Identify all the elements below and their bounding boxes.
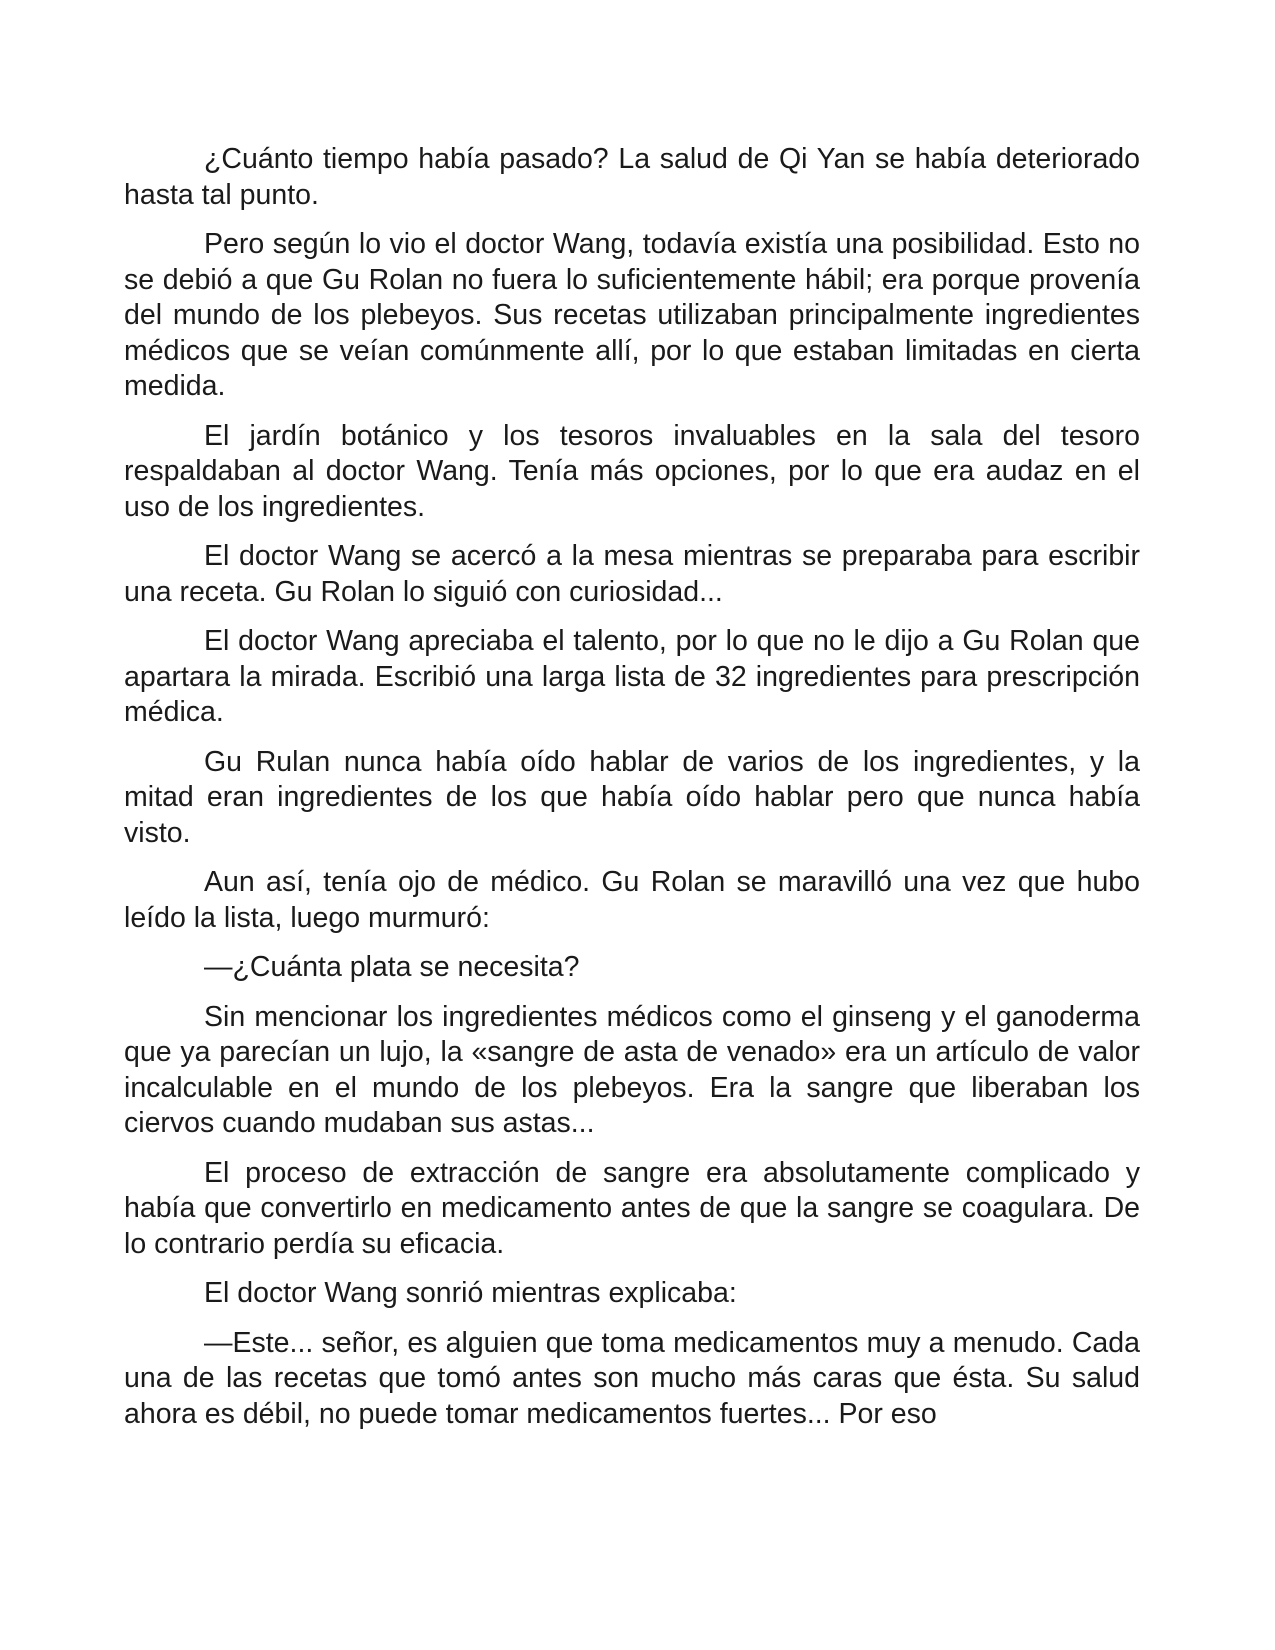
paragraph-6: Gu Rulan nunca había oído hablar de varios de los ingredientes, y la mitad eran ingredientes de los que había oído hablar pero que nunca había visto. xyxy=(124,745,1140,849)
paragraph-8: —¿Cuánta plata se necesita? xyxy=(204,951,580,983)
paragraph-12: —Este... señor, es alguien que toma medicamentos muy a menudo. Cada una de las recetas que tomó antes son mucho más caras que ésta. Su salud ahora es débil, no puede tomar medicamentos fuertes... Por eso xyxy=(124,1326,1140,1430)
paragraph-2: Pero según lo vio el doctor Wang, todavía existía una posibilidad. Esto no se debió a que Gu Rolan no fuera lo suficientemente hábil; era porque provenía del mundo de los plebeyos. Sus recetas utilizaban principalmente ingredientes médicos que se veían comúnmente allí, por lo que estaban limitadas en cierta medida. xyxy=(124,228,1140,402)
document-page xyxy=(124,142,1140,1446)
paragraph-7: Aun así, tenía ojo de médico. Gu Rolan se maravilló una vez que hubo leído la lista, luego murmuró: xyxy=(124,866,1140,934)
paragraph-1: ¿Cuánto tiempo había pasado? La salud de Qi Yan se había deteriorado hasta tal punto. xyxy=(124,143,1140,211)
paragraph-3: El jardín botánico y los tesoros invaluables en la sala del tesoro respaldaban al doctor Wang. Tenía más opciones, por lo que era audaz en el uso de los ingredientes. xyxy=(124,419,1140,523)
paragraph-4: El doctor Wang se acercó a la mesa mientras se preparaba para escribir una receta. Gu Rolan lo siguió con curiosidad... xyxy=(124,540,1140,608)
paragraph-11: El doctor Wang sonrió mientras explicaba: xyxy=(204,1277,737,1309)
paragraph-9: Sin mencionar los ingredientes médicos como el ginseng y el ganoderma que ya parecían un lujo, la «sangre de asta de venado» era un artículo de valor incalculable en el mundo de los plebeyos. Era la sangre que liberaban los ciervos cuando mudaban sus astas... xyxy=(124,1000,1140,1139)
paragraph-10: El proceso de extracción de sangre era absolutamente complicado y había que convertirlo en medicamento antes de que la sangre se coagulara. De lo contrario perdía su eficacia. xyxy=(124,1156,1140,1260)
paragraph-5: El doctor Wang apreciaba el talento, por lo que no le dijo a Gu Rolan que apartara la mirada. Escribió una larga lista de 32 ingredientes para prescripción médica. xyxy=(124,625,1140,728)
